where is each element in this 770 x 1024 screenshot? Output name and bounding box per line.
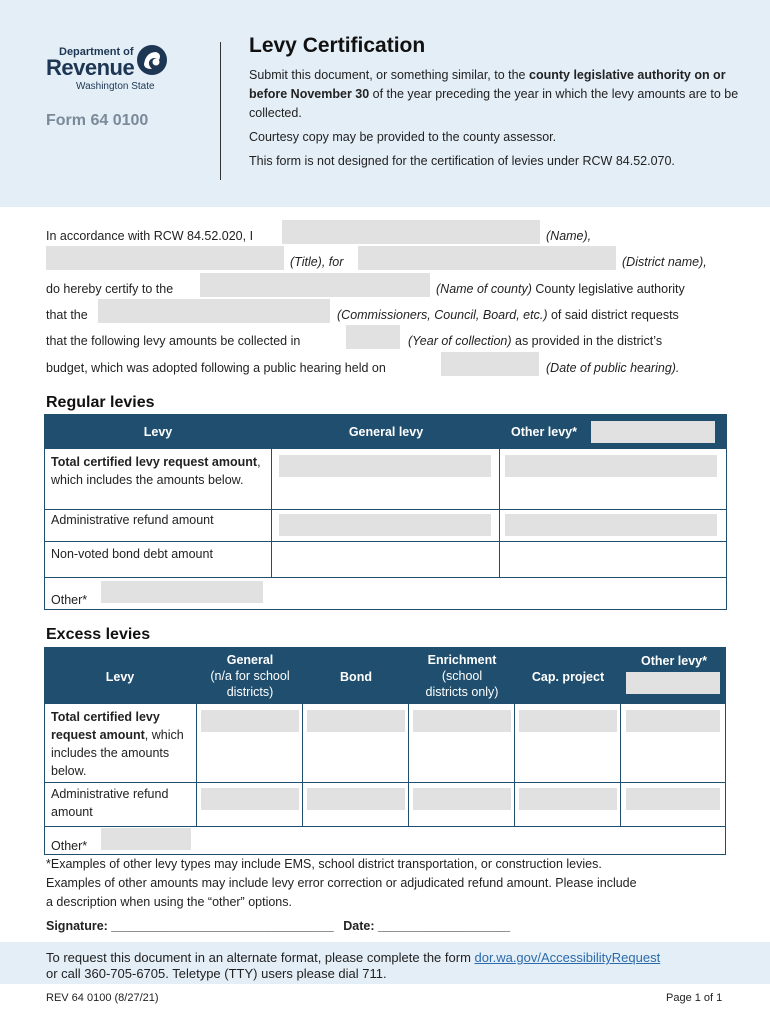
excess-col-general	[197, 652, 303, 700]
dor-logo	[46, 44, 176, 94]
name-input[interactable]	[282, 220, 540, 244]
regular-divider-2	[499, 415, 500, 577]
excess-total-cap-input[interactable]	[519, 710, 617, 732]
regular-col-other: Other levy*	[511, 425, 578, 439]
excess-row-total	[51, 708, 191, 780]
excess-total-rest: , which includes the amounts below.	[51, 728, 184, 778]
excess-enrich-l2: (school	[441, 669, 483, 683]
para1-pre: Submit this document, or something similar, to the	[249, 68, 529, 82]
county-name-input[interactable]	[200, 273, 430, 297]
date-line[interactable]: ___________________	[378, 919, 511, 933]
excess-divider-1	[196, 648, 197, 826]
excess-total-other-input[interactable]	[626, 710, 720, 732]
county-label: (Name of county)	[436, 282, 532, 296]
year-suffix: as provided in the district’s	[511, 334, 663, 348]
regular-row-bond: Non-voted bond debt amount	[51, 547, 213, 561]
regular-row-other: Other*	[51, 593, 88, 607]
regular-total-general-input[interactable]	[279, 455, 491, 477]
para1-bold: county legislative authority on or before November 30	[249, 68, 726, 101]
swirl-logo-icon	[134, 42, 170, 78]
excess-other-desc-input[interactable]	[101, 828, 191, 850]
regular-rowline-3	[45, 577, 726, 578]
hearing-date-input[interactable]	[441, 352, 539, 376]
cert-line2-post: (District name),	[622, 255, 707, 269]
cert-line3-pre: do hereby certify to the	[46, 282, 174, 296]
authority-suffix: of said district requests	[547, 308, 679, 322]
header-para2: Courtesy copy may be provided to the county assessor.	[249, 130, 557, 144]
excess-col-levy: Levy	[105, 670, 135, 684]
date-label: Date:	[343, 919, 375, 933]
cert-line5-pre: that the following levy amounts be collected in	[46, 334, 301, 348]
page-number: Page 1 of 1	[666, 992, 723, 1004]
regular-row-total	[51, 453, 261, 489]
excess-divider-5	[620, 648, 621, 826]
regular-other-desc-input[interactable]	[101, 581, 263, 603]
excess-total-enrichment-input[interactable]	[413, 710, 511, 732]
cert-line5-post	[408, 334, 662, 348]
logo-line3: Washington State	[76, 81, 155, 92]
title-label: (Title), for	[290, 255, 344, 269]
excess-rowline-2	[45, 826, 725, 827]
excess-enrich-l3: districts only)	[425, 685, 499, 699]
excess-row-admin: Administrative refund amount	[51, 787, 169, 819]
logo-line1: Department of	[59, 46, 134, 58]
excess-admin-bond-input[interactable]	[307, 788, 405, 810]
cert-line1-post: (Name),	[546, 229, 592, 243]
signature-row	[46, 919, 510, 933]
cert-line6-pre: budget, which was adopted following a public hearing held on	[46, 361, 386, 375]
excess-col-other: Other levy*	[640, 654, 707, 668]
excess-general-l3: districts)	[226, 685, 274, 699]
excess-total-bold: Total certified levy request amount	[51, 710, 160, 742]
footer-line1-text: To request this document in an alternate format, please complete the form	[46, 950, 475, 965]
note-line2: Examples of other amounts may include levy error correction or adjudicated refund amount. Please include	[46, 876, 637, 890]
regular-col-levy: Levy	[143, 425, 173, 439]
excess-divider-4	[514, 648, 515, 826]
excess-divider-3	[408, 648, 409, 826]
excess-rowline-1	[45, 782, 725, 783]
excess-enrich-l1: Enrichment	[427, 653, 497, 667]
cert-line4-pre: that the	[46, 308, 88, 322]
excess-admin-other-input[interactable]	[626, 788, 720, 810]
authority-label: (Commissioners, Council, Board, etc.)	[337, 308, 548, 322]
regular-admin-other-input[interactable]	[505, 514, 717, 536]
year-label: (Year of collection)	[408, 334, 512, 348]
para1-post: of the year preceding the year in which the levy amounts are to be collected.	[249, 87, 739, 120]
regular-total-bold: Total certified levy request amount	[51, 455, 258, 469]
excess-total-bond-input[interactable]	[307, 710, 405, 732]
regular-levies-table	[44, 414, 727, 610]
accessibility-link[interactable]: dor.wa.gov/AccessibilityRequest	[474, 950, 661, 965]
header-divider	[220, 42, 221, 180]
form-number: Form 64 0100	[46, 112, 149, 129]
excess-general-l2: (n/a for school	[210, 669, 290, 683]
regular-divider-1	[271, 415, 272, 577]
signature-label: Signature:	[46, 919, 108, 933]
authority-type-input[interactable]	[98, 299, 330, 323]
cert-line2-mid	[290, 255, 343, 269]
regular-row-admin: Administrative refund amount	[51, 513, 214, 527]
excess-col-bond: Bond	[340, 670, 372, 684]
excess-admin-enrichment-input[interactable]	[413, 788, 511, 810]
district-name-input[interactable]	[358, 246, 616, 270]
excess-admin-general-input[interactable]	[201, 788, 299, 810]
cert-line4-post	[337, 308, 679, 322]
regular-rowline-1	[45, 509, 726, 510]
cert-line1-pre: In accordance with RCW 84.52.020, I	[46, 229, 254, 243]
excess-total-general-input[interactable]	[201, 710, 299, 732]
regular-col-general: General levy	[348, 425, 424, 439]
excess-levies-table	[44, 647, 726, 855]
collection-year-input[interactable]	[346, 325, 400, 349]
cert-line3-post	[436, 282, 685, 296]
regular-admin-general-input[interactable]	[279, 514, 491, 536]
excess-admin-cap-input[interactable]	[519, 788, 617, 810]
header-para3: This form is not designed for the certification of levies under RCW 84.52.070.	[249, 154, 675, 168]
cert-line6-post: (Date of public hearing).	[546, 361, 680, 375]
regular-total-other-input[interactable]	[505, 455, 717, 477]
excess-col-cap: Cap. project	[531, 670, 605, 684]
county-suffix: County legislative authority	[531, 282, 685, 296]
signature-line[interactable]: ________________________________	[111, 919, 334, 933]
revision-number: REV 64 0100 (8/27/21)	[46, 992, 159, 1004]
excess-row-other: Other*	[51, 839, 88, 853]
excess-levies-heading: Excess levies	[46, 626, 151, 643]
footer-line2: or call 360-705-6705. Teletype (TTY) users please dial 711.	[46, 966, 387, 981]
note-line1: *Examples of other levy types may include EMS, school district transportation, or construction levies.	[46, 857, 602, 871]
header-para1	[249, 66, 744, 123]
title-input[interactable]	[46, 246, 284, 270]
logo-line2: Revenue	[46, 55, 135, 80]
excess-other-levy-type-input[interactable]	[626, 672, 720, 694]
page-title: Levy Certification	[249, 34, 426, 57]
regular-other-levy-type-input[interactable]	[591, 421, 715, 443]
excess-general-l1: General	[226, 653, 274, 667]
excess-col-enrichment	[409, 652, 515, 700]
excess-divider-2	[302, 648, 303, 826]
regular-rowline-2	[45, 541, 726, 542]
regular-levies-heading: Regular levies	[46, 394, 155, 411]
note-line3: a description when using the “other” options.	[46, 895, 292, 909]
footer-line1	[46, 950, 660, 965]
regular-total-rest: , which includes the amounts below.	[51, 455, 261, 487]
